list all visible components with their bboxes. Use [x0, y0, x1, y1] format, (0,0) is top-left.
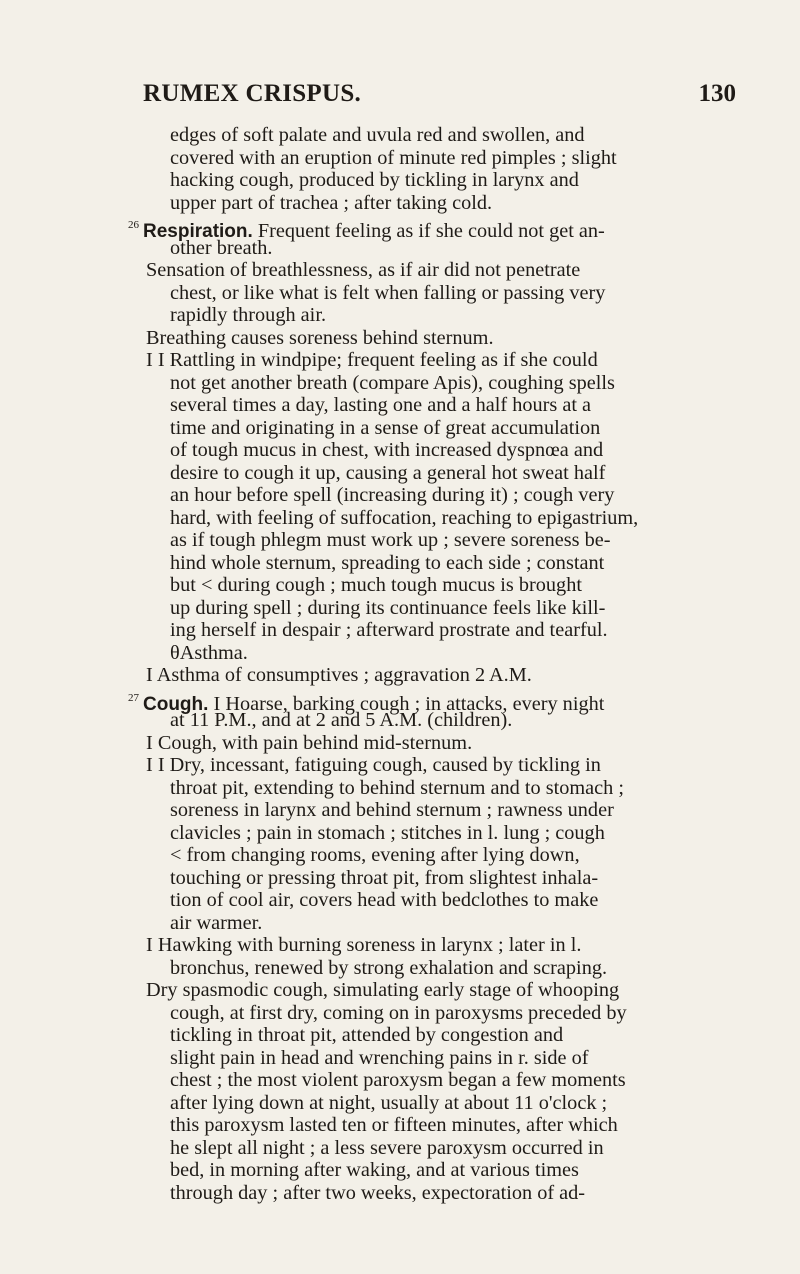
text-line [146, 844, 744, 867]
line-text: I Cough, with pain behind mid-sternum. [146, 731, 473, 754]
line-text: cough, at first dry, coming on in paroxysms preceded by [170, 1001, 627, 1024]
line-text: tion of cool air, covers head with bedclothes to make [170, 889, 599, 911]
text-line [128, 687, 744, 715]
line-text: other breath. [170, 236, 273, 259]
section-heading: Cough. [143, 693, 209, 715]
text-line [146, 934, 744, 957]
text-line [146, 1047, 744, 1070]
text-line [146, 822, 744, 845]
line-text: air warmer. [170, 911, 263, 934]
line-text: an hour before spell (increasing during it) ; cough very [170, 484, 615, 506]
line-text: through day ; after two weeks, expectoration of ad- [170, 1181, 586, 1204]
line-text: covered with an eruption of minute red pimples ; slight [170, 146, 617, 169]
text-line [146, 1024, 744, 1047]
text-line [146, 1092, 744, 1115]
text-line [146, 462, 744, 485]
line-text: I Hawking with burning soreness in larynx ; later in l. [146, 934, 582, 956]
line-text: up during spell ; during its continuance feels like kill- [170, 596, 606, 619]
text-line [146, 192, 744, 215]
line-text: I Hoarse, barking cough ; in attacks, every night [208, 692, 605, 715]
text-line [146, 327, 744, 350]
text-line [146, 372, 744, 395]
line-text: bronchus, renewed by strong exhalation and scraping. [170, 956, 608, 979]
line-text: throat pit, extending to behind sternum and to stomach ; [170, 776, 624, 799]
line-text: I I Dry, incessant, fatiguing cough, caused by tickling in [146, 754, 601, 776]
line-text: bed, in morning after waking, and at various times [170, 1159, 579, 1181]
text-line [146, 1114, 744, 1137]
text-line [146, 732, 744, 755]
line-text: touching or pressing throat pit, from slightest inhala- [170, 866, 599, 889]
text-line [146, 1182, 744, 1205]
text-line [146, 304, 744, 327]
text-line [146, 394, 744, 417]
line-text: < from changing rooms, evening after lying down, [170, 844, 580, 866]
line-text: after lying down at night, usually at about 11 o'clock ; [170, 1091, 608, 1114]
text-line [146, 777, 744, 800]
text-line [146, 439, 744, 462]
text-line [146, 147, 744, 170]
line-text: upper part of trachea ; after taking cold. [170, 191, 493, 214]
line-text: at 11 P.M., and at 2 and 5 A.M. (children). [170, 709, 513, 731]
text-line [146, 1159, 744, 1182]
section-number: 26 [128, 219, 139, 231]
text-line [146, 912, 744, 935]
line-text: I I Rattling in windpipe; frequent feeling as if she could [146, 349, 598, 371]
line-text: he slept all night ; a less severe paroxysm occurred in [170, 1136, 604, 1159]
line-text: tickling in throat pit, attended by congestion and [170, 1024, 564, 1046]
text-line [146, 799, 744, 822]
line-text: Breathing causes soreness behind sternum. [146, 326, 494, 349]
text-line [146, 574, 744, 597]
line-text: desire to cough it up, causing a general hot sweat half [170, 461, 606, 484]
line-text: I Asthma of consumptives ; aggravation 2 A.M. [146, 664, 532, 686]
line-text: chest, or like what is felt when falling or passing very [170, 281, 606, 304]
text-line [146, 754, 744, 777]
text-line [146, 507, 744, 530]
text-line [146, 124, 744, 147]
text-line [146, 259, 744, 282]
text-line [146, 552, 744, 575]
text-line [146, 349, 744, 372]
line-text: several times a day, lasting one and a half hours at a [170, 394, 592, 416]
line-text: edges of soft palate and uvula red and swollen, and [170, 124, 585, 146]
line-text: but < during cough ; much tough mucus is brought [170, 574, 582, 596]
line-text: Sensation of breathlessness, as if air did not penetrate [146, 259, 581, 281]
text-line [146, 619, 744, 642]
text-line [146, 664, 744, 687]
text-line [146, 1137, 744, 1160]
line-text: hard, with feeling of suffocation, reaching to epigastrium, [170, 506, 639, 529]
line-text: Dry spasmodic cough, simulating early stage of whooping [146, 979, 620, 1001]
text-line [146, 957, 744, 980]
text-line [146, 169, 744, 192]
line-text: hacking cough, produced by tickling in larynx and [170, 169, 579, 191]
line-text: time and originating in a sense of great accumulation [170, 416, 601, 439]
line-text: rapidly through air. [170, 304, 327, 326]
text-line [146, 889, 744, 912]
line-text: as if tough phlegm must work up ; severe soreness be- [170, 529, 611, 551]
line-text: ing herself in despair ; afterward prostrate and tearful. [170, 619, 608, 641]
body-text [128, 124, 744, 1204]
text-line [146, 979, 744, 1002]
line-text: of tough mucus in chest, with increased dyspnœa and [170, 439, 604, 461]
text-line [128, 214, 744, 242]
section-heading: Respiration. [143, 221, 253, 242]
line-text: Frequent feeling as if she could not get an- [252, 220, 605, 242]
line-text: not get another breath (compare Apis), coughing spells [170, 371, 615, 394]
line-text: clavicles ; pain in stomach ; stitches in l. lung ; cough [170, 821, 605, 844]
text-line [146, 597, 744, 620]
text-line [146, 417, 744, 440]
line-text: this paroxysm lasted ten or fifteen minutes, after which [170, 1114, 618, 1136]
text-line [146, 867, 744, 890]
text-line [146, 282, 744, 305]
line-text: soreness in larynx and behind sternum ; rawness under [170, 799, 614, 821]
section-number: 27 [128, 691, 139, 704]
text-line [146, 642, 744, 665]
text-line [146, 1069, 744, 1092]
text-line [146, 1002, 744, 1025]
line-text: slight pain in head and wrenching pains in r. side of [170, 1046, 589, 1069]
text-line [146, 529, 744, 552]
line-text: chest ; the most violent paroxysm began a few moments [170, 1069, 626, 1091]
page-number: 130 [698, 80, 736, 107]
text-line [146, 709, 744, 732]
text-line [146, 484, 744, 507]
running-header [143, 80, 736, 114]
running-title: RUMEX CRISPUS. [143, 80, 362, 107]
line-text: hind whole sternum, spreading to each side ; constant [170, 551, 605, 574]
line-text: θAsthma. [170, 641, 248, 664]
